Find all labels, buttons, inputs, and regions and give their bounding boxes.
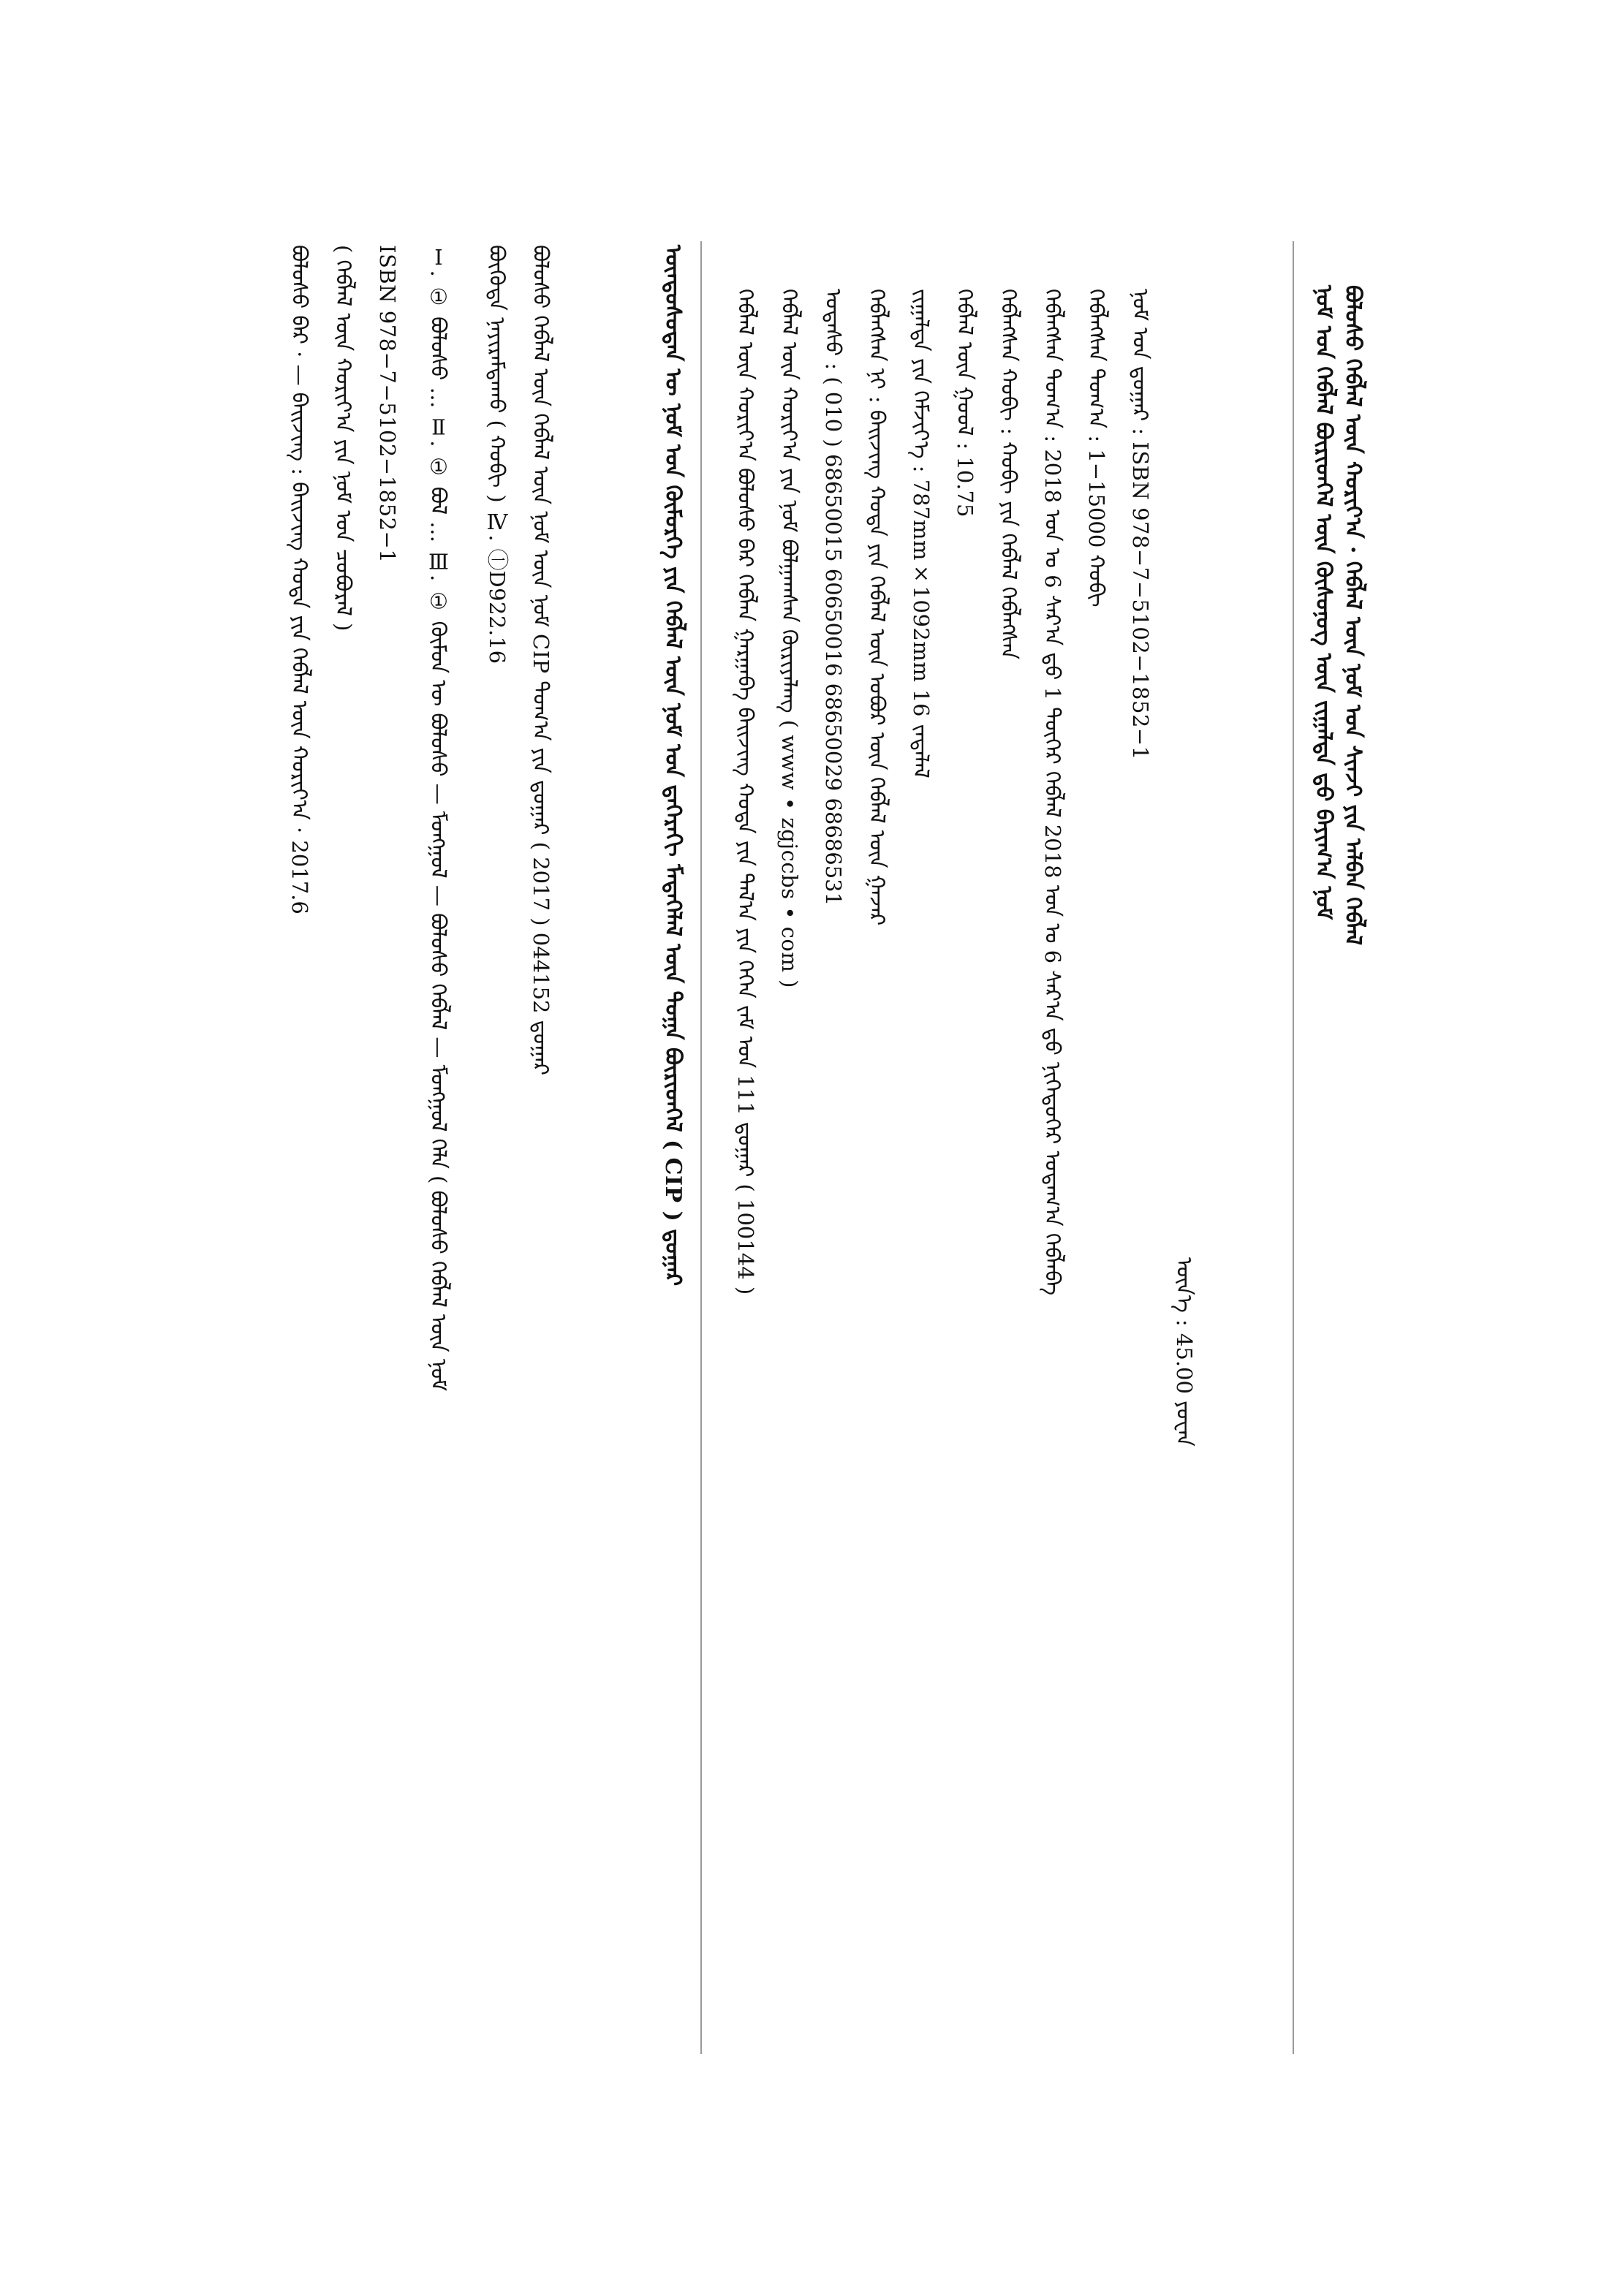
divider-line-left — [700, 241, 702, 2054]
cip-line-5: ᠪᠦᠭᠦᠳᠡ ᠨᠠᠶᠢᠷᠠᠮᠳᠠᠬᠤ ( ᠬᠤᠪᠢ ) Ⅳ. ㊀D922.16 — [485, 245, 510, 664]
publisher-line: ᠬᠡᠪᠯᠡᠯ ᠦᠨ ᠬᠣᠷᠢᠶ᠎ᠠ ᠪᠣᠯᠣᠰᠦ ᠪᠠᠷ ᠬᠡᠪᠯᠡᠨ ᠭᠠᠷᠭᠠᠪᠠ ᠪᠡᠢᠵᠢᠩ ᠬᠣᠲᠠ ᠶᠢᠨ ᠲᠠᠯ᠎ᠠ ᠶᠢᠨ ᠭᠡᠭᠡᠨ ᠵᠠᠮ ᠤᠨ 111 ᠳ᠋ᠤᠭᠠᠷ ( 100144 ) — [733, 289, 758, 1295]
printer-line: ᠬᠡᠪᠯᠡᠭᠰᠡᠨ ᠨᠢ : ᠪᠡᠢᠵᠢᠩ ᠬᠣᠲᠠ ᠶᠢᠨ ᠬᠡᠪᠯᠡᠯ ᠦᠨ ᠣᠪᠣᠷ ᠦᠨ ᠬᠡᠪᠯᠡᠯ ᠦᠨ ᠭᠠᠵᠠᠷ — [865, 289, 890, 926]
copies-note-line: ᠬᠡᠪᠯᠡᠭᠰᠡᠨ ᠬᠤᠪᠢ : ᠬᠤᠪᠢ ᠶᠢᠨ ᠬᠡᠪᠯᠡᠯ ᠬᠡᠪᠯᠡᠭᠰᠡᠨ — [996, 289, 1021, 660]
print-run-line: ᠬᠡᠪᠯᠡᠭᠰᠡᠨ ᠲᠣᠭ᠎ᠠ : 1−15000 ᠬᠤᠪᠢ — [1084, 289, 1109, 607]
divider-line-right — [1293, 241, 1294, 2054]
edition-line: ᠬᠡᠪᠯᠡᠭᠰᠡᠨ ᠲᠣᠭ᠎ᠠ : 2018 ᠣᠨ ᠤ 6 ᠰᠠᠷ᠎ᠠ ᠳ᠋ᠤ 1 ᠳᠦᠭᠡᠷ ᠬᠡᠪᠯᠡᠯ 2018 ᠣᠨ ᠤ 6 ᠰᠠᠷ᠎ᠠ ᠳ᠋ᠤ ᠨᠢᠭᠡᠳᠦᠭᠡᠷ ᠤᠳᠠᠭ᠎ᠠ ᠬᠡᠪᠯᠡᠪᠡ — [1040, 289, 1065, 1296]
price-line: ᠦᠨ᠎ᠡ : 45.00 ᠶᠤᠸᠠᠨ — [1172, 1257, 1197, 1447]
sheets-line: ᠬᠡᠪᠯᠡᠯ ᠦᠨ ᠭᠣᠣᠯ : 10.75 — [953, 289, 977, 518]
cip-line-2: ( ᠬᠡᠪᠯᠡᠯ ᠦᠨ ᠬᠣᠷᠢᠶ᠎ᠠ ᠶᠢᠨ ᠨᠣᠮ ᠤᠨ ᠴᠤᠪᠤᠷᠠᠯ ) — [331, 245, 356, 632]
cip-line-6: ᠪᠣᠯᠣᠰᠦ ᠬᠡᠪᠯᠡᠯ ᠦᠨ ᠬᠡᠪᠯᠡᠯ ᠦᠨ ᠨᠣᠮ ᠦᠨ ᠨᠣᠮ CIP ᠲᠣᠭ᠎ᠠ ᠶᠢᠨ ᠳ᠋ᠤᠭᠠᠷ ( 2017 ) 044152 ᠳ᠋ᠤᠭᠠᠷ — [529, 245, 553, 1076]
cip-line-1: ᠪᠣᠯᠣᠰᠦ ᠪᠠᠷ · — ᠪᠡᠢᠵᠢᠩ : ᠪᠡᠢᠵᠢᠩ ᠬᠣᠲᠠ ᠶᠢᠨ ᠬᠡᠪᠯᠡᠯ ᠦᠨ ᠬᠣᠷᠢᠶ᠎ᠠ · 2017.6 — [287, 245, 312, 914]
cip-line-4: Ⅰ. ① ᠪᠣᠯᠣᠰᠦ … Ⅱ. ① ᠪᠣᠯ … Ⅲ. ① ᠬᠦᠮᠦᠨ ᠦ ᠪᠣᠯᠣᠰᠦ — ᠮᠣᠩᠭᠣᠯ — ᠪᠣᠯᠣᠰᠦ ᠬᠡᠪᠯᠡᠯ — ᠮᠣᠩᠭᠣᠯ ᠬᠡᠯᠡ ( ᠪᠣᠯᠣᠰᠦ ᠬᠡᠪᠯᠡᠯ ᠦᠨ ᠨᠣᠮ — [426, 245, 451, 1392]
top-title-line-2: ᠨᠣᠮ ᠤᠨ ᠬᠡᠪᠯᠡᠯ ᠪᠦᠷᠢᠳᠬᠡᠯ ᠦᠨ ᠬᠦᠰᠦᠨᠦᠭ ᠦᠨ ᠵᠢᠭᠠᠯᠲᠠ ᠳ᠋ᠤ ᠪᠠᠶᠢᠭ᠎ᠠ ᠨᠣᠮ — [1311, 285, 1336, 920]
cip-heading: ᠦᠨᠳᠦᠰᠦᠲᠡᠨ ᠦ ᠨᠣᠮ ᠤᠨ ᠬᠦᠮᠦᠷᠭᠡ ᠶᠢᠨ ᠬᠡᠪᠯᠡᠯ ᠦᠨ ᠨᠣᠮ ᠤᠨ ᠳ᠋ᠡᠭᠡᠷᠡᠬᠢ ᠮᠡᠳᠡᠭᠡᠯᠡᠯ ᠦᠨ ᠲᠣᠭᠠ ᠪᠦᠷᠢᠳᠬᠡᠯ ( CIP ) ᠳ᠋ᠤᠭᠠᠷ — [660, 245, 686, 1287]
phone-line: ᠤᠲᠠᠰᠤ : ( 010 ) 68650015 60650016 68650029 68686531 — [821, 289, 846, 906]
website-line: ᠬᠡᠪᠯᠡᠯ ᠦᠨ ᠬᠣᠷᠢᠶ᠎ᠠ ᠶᠢᠨ ᠨᠣᠮ ᠪᠣᠯᠭᠠᠭᠰᠠᠨ ᠬᠦᠷᠢᠶᠡᠯᠡᠩ ( www • zgjccbs • com ) — [777, 289, 802, 988]
isbn-line: ᠨᠣᠮ ᠤᠨ ᠳ᠋ᠤᠭᠠᠷ : ISBN 978−7−5102−1852−1 — [1128, 289, 1153, 760]
top-title-line-1: ᠪᠣᠯᠣᠰᠦ ᠬᠡᠪᠯᠡᠯ ᠦᠨ ᠬᠣᠷᠢᠶ᠎ᠠ · ᠬᠡᠪᠯᠡᠯ ᠦᠨ ᠨᠣᠮ ᠤᠨ ᠰᠢᠨᠵᠢ ᠶᠢᠨ ᠠᠯᠪᠠᠨ ᠬᠡᠪᠯᠡᠯ — [1340, 285, 1366, 946]
cip-line-3: ISBN 978−7−5102−1852−1 — [375, 245, 400, 564]
format-line: ᠵᠢᠭᠠᠯᠲᠠ ᠶᠢᠨ ᠬᠡᠮᠵᠢᠶ᠎ᠡ : 787mm×1092mm 16 ᠵᠠᠳᠠᠯᠠᠯ — [909, 289, 934, 778]
